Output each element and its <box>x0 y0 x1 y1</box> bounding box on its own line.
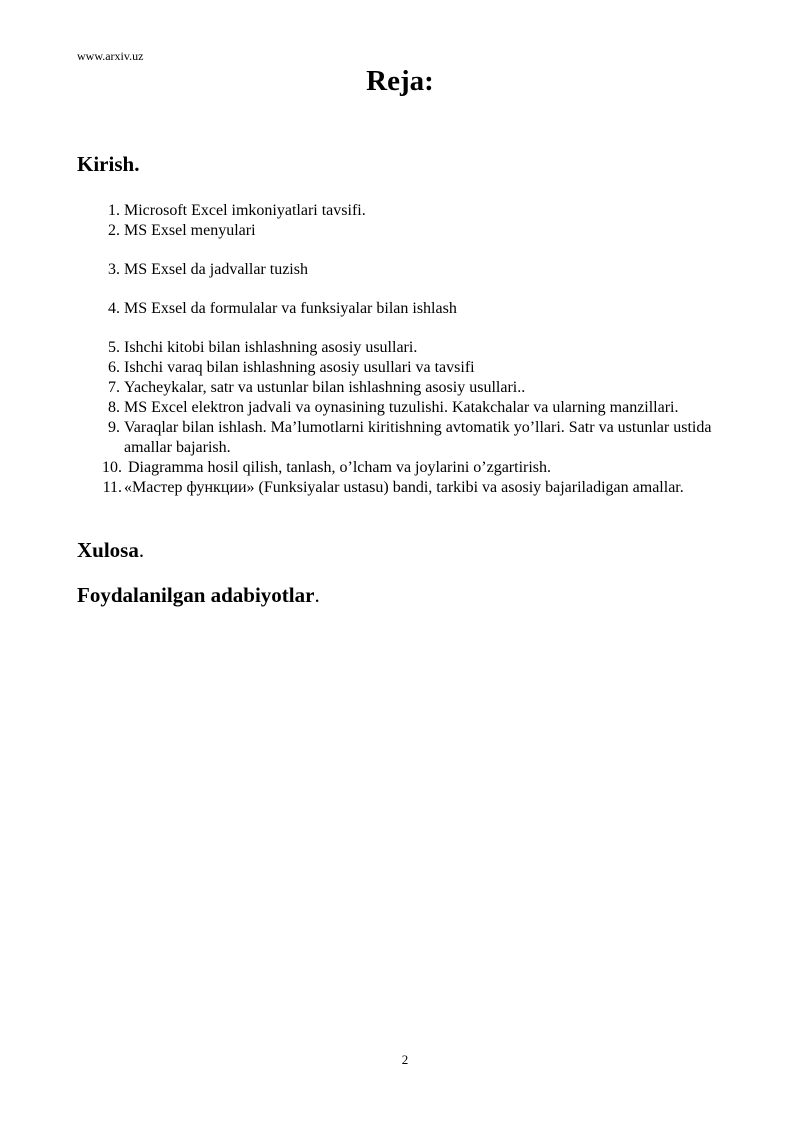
plan-item-text: Diagramma hosil qilish, tanlash, o’lcham va joylarini o’zgartirish. <box>128 459 552 476</box>
references-heading <box>77 582 320 608</box>
conclusion-heading-label: Xulosa <box>77 538 139 562</box>
plan-item-text: Microsoft Excel imkoniyatlari tavsifi. <box>124 202 366 219</box>
conclusion-heading <box>77 537 144 563</box>
plan-item-number: 4. <box>108 300 120 317</box>
page-number: 2 <box>401 1052 409 1067</box>
plan-item-text: MS Excel elektron jadvali va oynasining tuzulishi. Katakchalar va ularning manzillari. <box>124 399 679 416</box>
plan-item-number: 1. <box>108 202 120 219</box>
references-heading-punct: . <box>314 583 320 607</box>
plan-item-text: MS Exsel da formulalar va funksiyalar bilan ishlash <box>124 300 457 317</box>
conclusion-heading-punct: . <box>138 538 145 562</box>
plan-item-text: Ishchi kitobi bilan ishlashning asosiy usullari. <box>124 339 418 356</box>
plan-item-number: 6. <box>108 359 120 376</box>
plan-item-number: 5. <box>108 339 120 356</box>
plan-item-text: Yacheykalar, satr va ustunlar bilan ishlashning asosiy usullari.. <box>124 379 526 396</box>
plan-item-number: 3. <box>108 261 120 278</box>
plan-item-number: 7. <box>108 379 120 396</box>
plan-item-number: 2. <box>108 222 120 239</box>
plan-item-text: MS Exsel da jadvallar tuzish <box>124 261 308 278</box>
site-url: www.arxiv.uz <box>77 49 144 63</box>
plan-item-number: 8. <box>108 399 120 416</box>
plan-item-text: MS Exsel menyulari <box>124 222 256 239</box>
plan-item-number: 9. <box>108 419 120 436</box>
intro-heading-label: Kirish <box>77 152 135 176</box>
plan-item-number: 11. <box>102 479 122 496</box>
page-title: Reja: <box>366 65 434 97</box>
plan-item-text: Ishchi varaq bilan ishlashning asosiy usullari va tavsifi <box>124 359 475 376</box>
plan-item-text: «Мастер функции» (Funksiyalar ustasu) bandi, tarkibi va asosiy bajariladigan amallar. <box>124 479 684 496</box>
intro-heading-punct: . <box>134 152 140 176</box>
references-heading-label: Foydalanilgan adabiyotlar <box>77 583 315 607</box>
intro-heading <box>77 151 139 177</box>
plan-item-number: 10. <box>102 459 122 476</box>
plan-item-text: Varaqlar bilan ishlash. Ma’lumotlarni kiritishning avtomatik yo’llari. Satr va ustunlar ustida amallar bajarish. <box>124 419 712 456</box>
